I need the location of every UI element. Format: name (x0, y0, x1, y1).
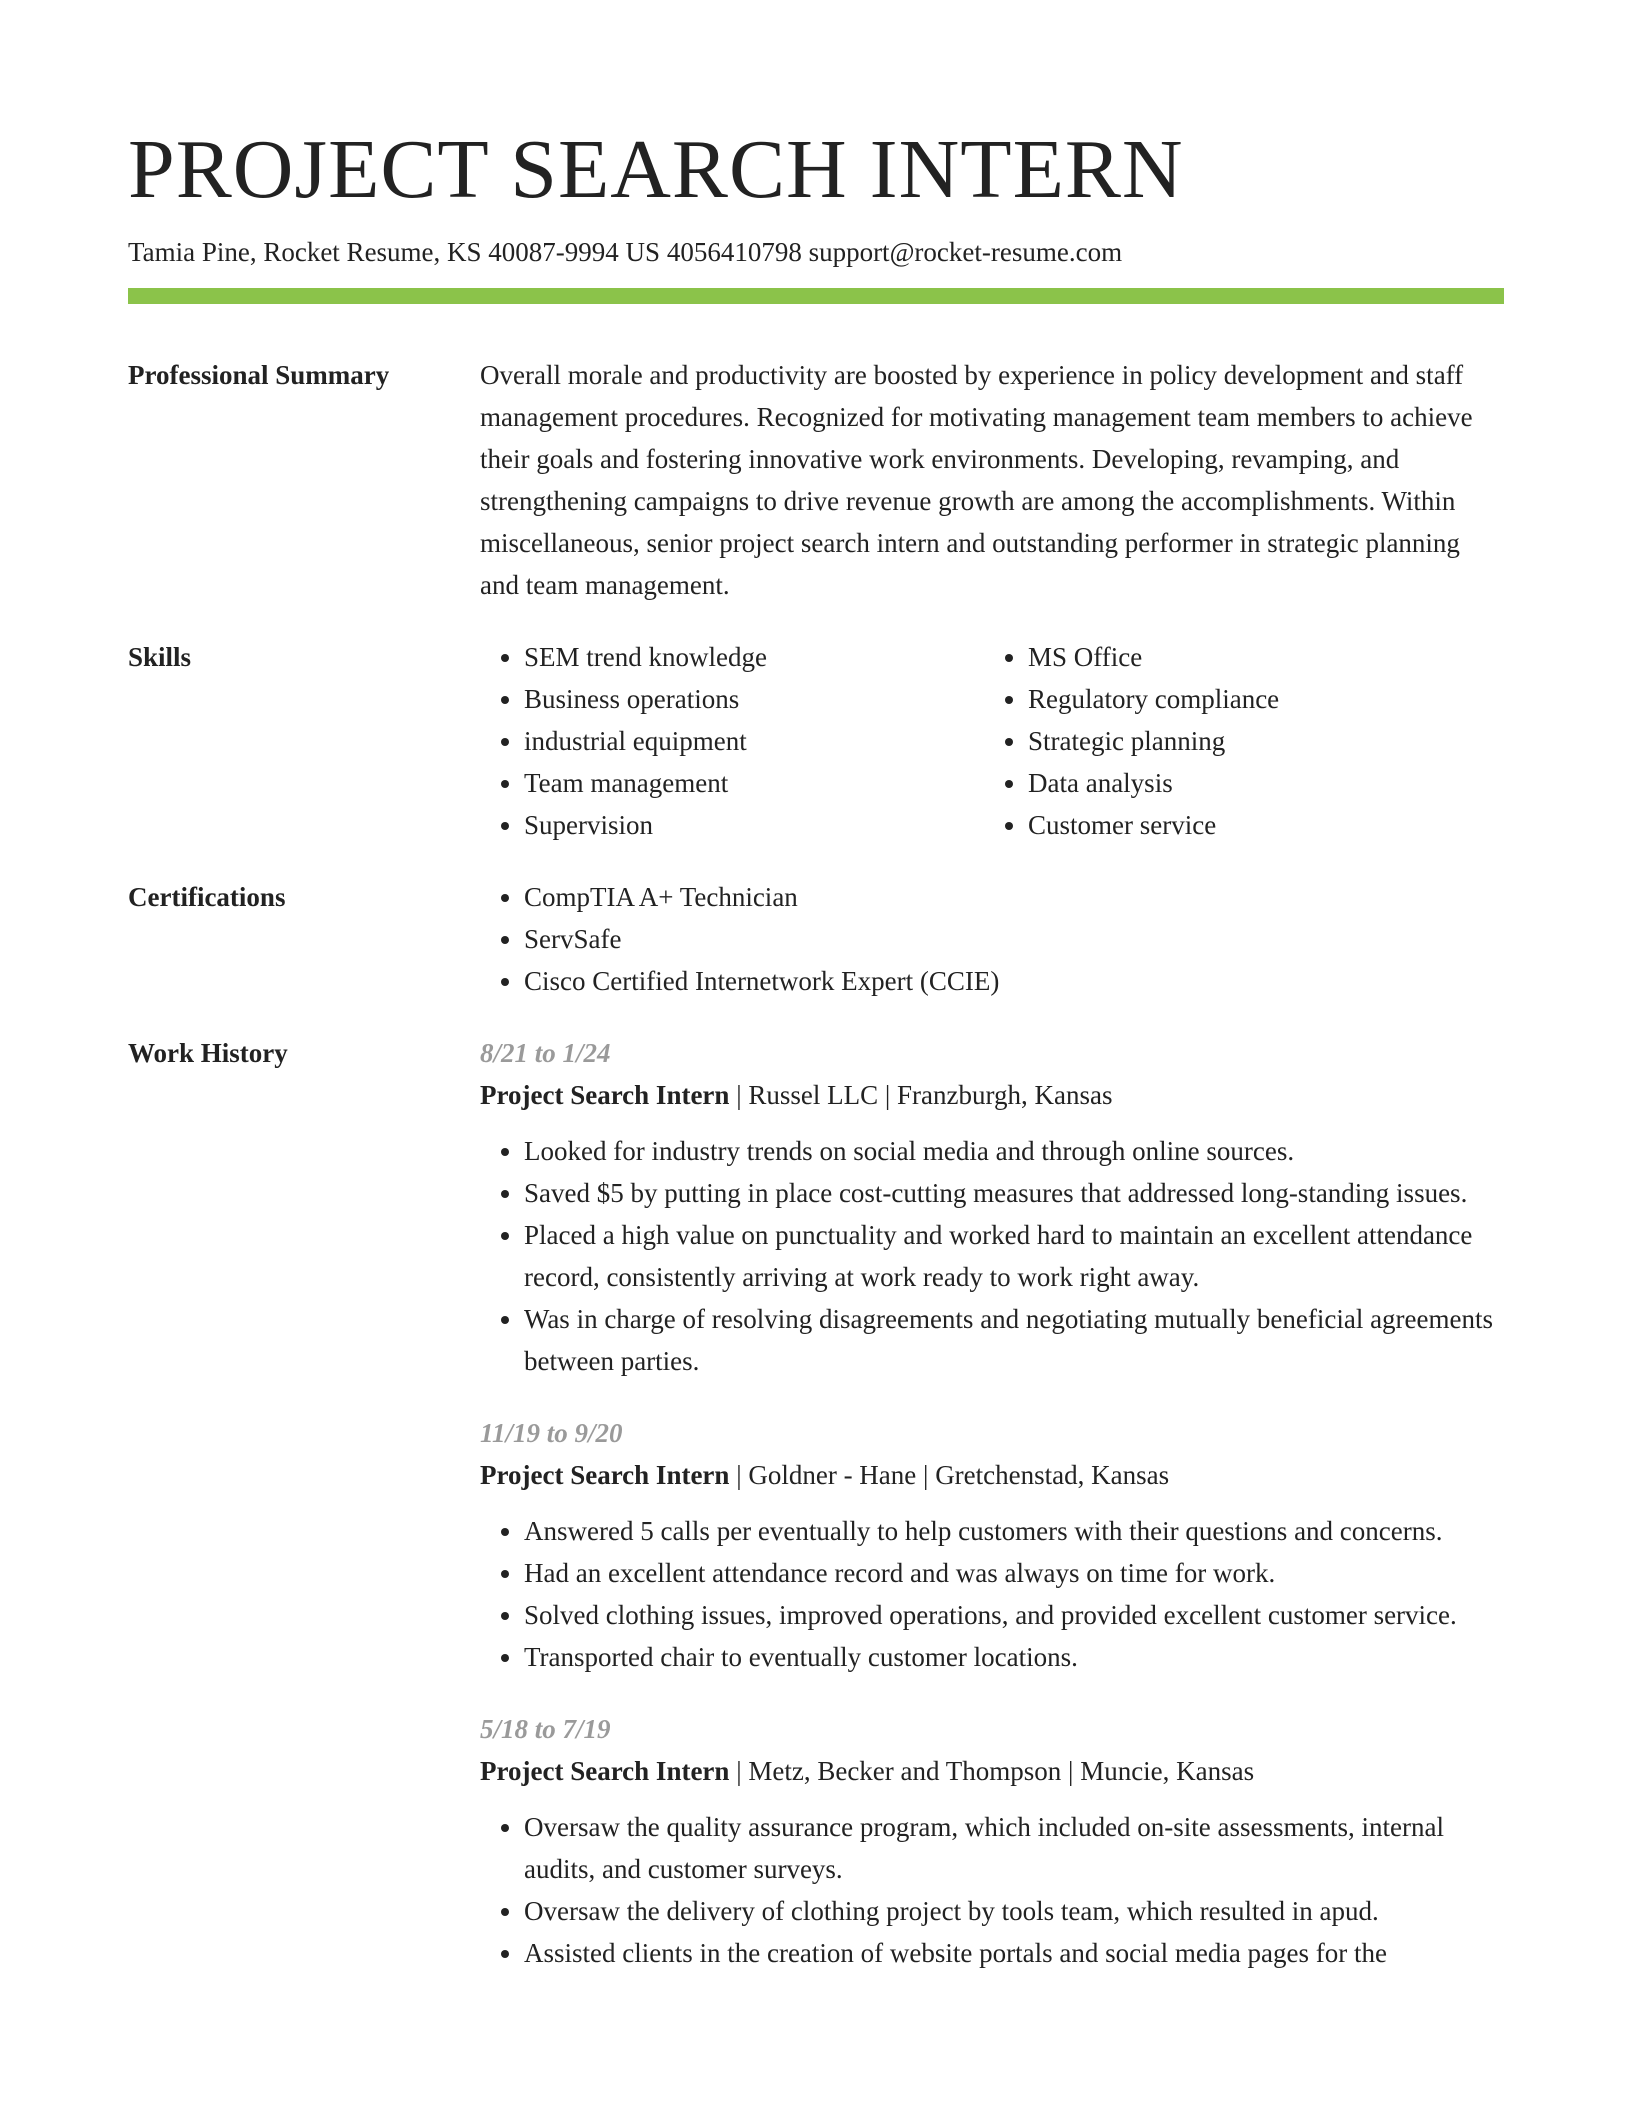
skills-heading: Skills (128, 642, 192, 672)
summary-text: Overall morale and productivity are boosted by experience in policy development and staff management procedures. Recognized for motivating management team members to achieve their goals and fostering innovative work environments. Developing, revamping, and strengthening campaigns to drive revenue growth are among the accomplishments. Within miscellaneous, senior project search intern and outstanding performer in strategic planning and team management. (480, 360, 1473, 600)
job-company: Goldner - Hane (748, 1460, 917, 1490)
job-bullets (480, 1130, 1504, 1382)
certification-item: • ServSafe (524, 918, 1504, 960)
skill-item: • Team management (524, 762, 984, 804)
job-bullet: • Was in charge of resolving disagreements and negotiating mutually beneficial agreements between parties. (524, 1298, 1504, 1382)
job-bullet: • Looked for industry trends on social media and through online sources. (524, 1130, 1504, 1172)
skill-item: • SEM trend knowledge (524, 636, 984, 678)
job-bullet: • Assisted clients in the creation of website portals and social media pages for the (524, 1932, 1504, 1974)
job-location: Gretchenstad, Kansas (935, 1460, 1170, 1490)
job-entry (480, 1032, 1504, 1382)
job-company: Metz, Becker and Thompson (748, 1756, 1062, 1786)
skills-list-right (984, 636, 1488, 846)
job-location: Franzburgh, Kansas (897, 1080, 1113, 1110)
resume-page (128, 120, 1504, 2034)
skill-item: • industrial equipment (524, 720, 984, 762)
job-separator: | (1061, 1756, 1081, 1786)
summary-section (128, 354, 1504, 606)
skill-item: • Supervision (524, 804, 984, 846)
job-separator: | (878, 1080, 898, 1110)
job-bullets (480, 1806, 1504, 1974)
certifications-heading: Certifications (128, 882, 286, 912)
accent-divider (128, 288, 1504, 304)
skill-item: • Regulatory compliance (1028, 678, 1488, 720)
job-bullet: • Solved clothing issues, improved operations, and provided excellent customer service. (524, 1594, 1504, 1636)
job-dates: 5/18 to 7/19 (480, 1714, 611, 1744)
skill-item: • MS Office (1028, 636, 1488, 678)
skill-item: • Customer service (1028, 804, 1488, 846)
skill-item: • Business operations (524, 678, 984, 720)
job-separator: | (916, 1460, 936, 1490)
job-location: Muncie, Kansas (1080, 1756, 1255, 1786)
job-entry (480, 1708, 1504, 1974)
skill-item: • Data analysis (1028, 762, 1488, 804)
job-dates: 11/19 to 9/20 (480, 1418, 623, 1448)
work-history-heading: Work History (128, 1038, 288, 1068)
job-separator: | (729, 1756, 749, 1786)
certifications-list (480, 876, 1504, 1002)
job-bullet: • Oversaw the delivery of clothing project by tools team, which resulted in apud. (524, 1890, 1504, 1932)
contact-line: Tamia Pine, Rocket Resume, KS 40087-9994 US 4056410798 support@rocket-resume.com (128, 237, 1123, 267)
skills-section (128, 636, 1504, 846)
skills-list-left (480, 636, 984, 846)
job-title: Project Search Intern (480, 1080, 730, 1110)
job-bullets (480, 1510, 1504, 1678)
summary-heading: Professional Summary (128, 360, 390, 390)
certification-item: • Cisco Certified Internetwork Expert (CCIE) (524, 960, 1504, 1002)
job-bullet: • Saved $5 by putting in place cost-cutting measures that addressed long-standing issues. (524, 1172, 1504, 1214)
job-bullet: • Placed a high value on punctuality and worked hard to maintain an excellent attendance record, consistently arriving at work ready to work right away. (524, 1214, 1504, 1298)
job-company: Russel LLC (748, 1080, 879, 1110)
job-bullet: • Had an excellent attendance record and was always on time for work. (524, 1552, 1504, 1594)
job-bullet: • Transported chair to eventually customer locations. (524, 1636, 1504, 1678)
job-entry (480, 1412, 1504, 1678)
job-bullet: • Oversaw the quality assurance program, which included on-site assessments, internal audits, and customer surveys. (524, 1806, 1504, 1890)
job-title-line (480, 1074, 1504, 1116)
skill-item: • Strategic planning (1028, 720, 1488, 762)
certifications-section (128, 876, 1504, 1002)
page-title: PROJECT SEARCH INTERN (128, 123, 1184, 216)
job-separator: | (729, 1460, 749, 1490)
job-dates: 8/21 to 1/24 (480, 1038, 611, 1068)
work-history-section (128, 1032, 1504, 2004)
job-title: Project Search Intern (480, 1460, 730, 1490)
job-title-line (480, 1454, 1504, 1496)
job-title: Project Search Intern (480, 1756, 730, 1786)
job-bullet: • Answered 5 calls per eventually to help customers with their questions and concerns. (524, 1510, 1504, 1552)
job-separator: | (729, 1080, 749, 1110)
certification-item: • CompTIA A+ Technician (524, 876, 1504, 918)
job-title-line (480, 1750, 1504, 1792)
